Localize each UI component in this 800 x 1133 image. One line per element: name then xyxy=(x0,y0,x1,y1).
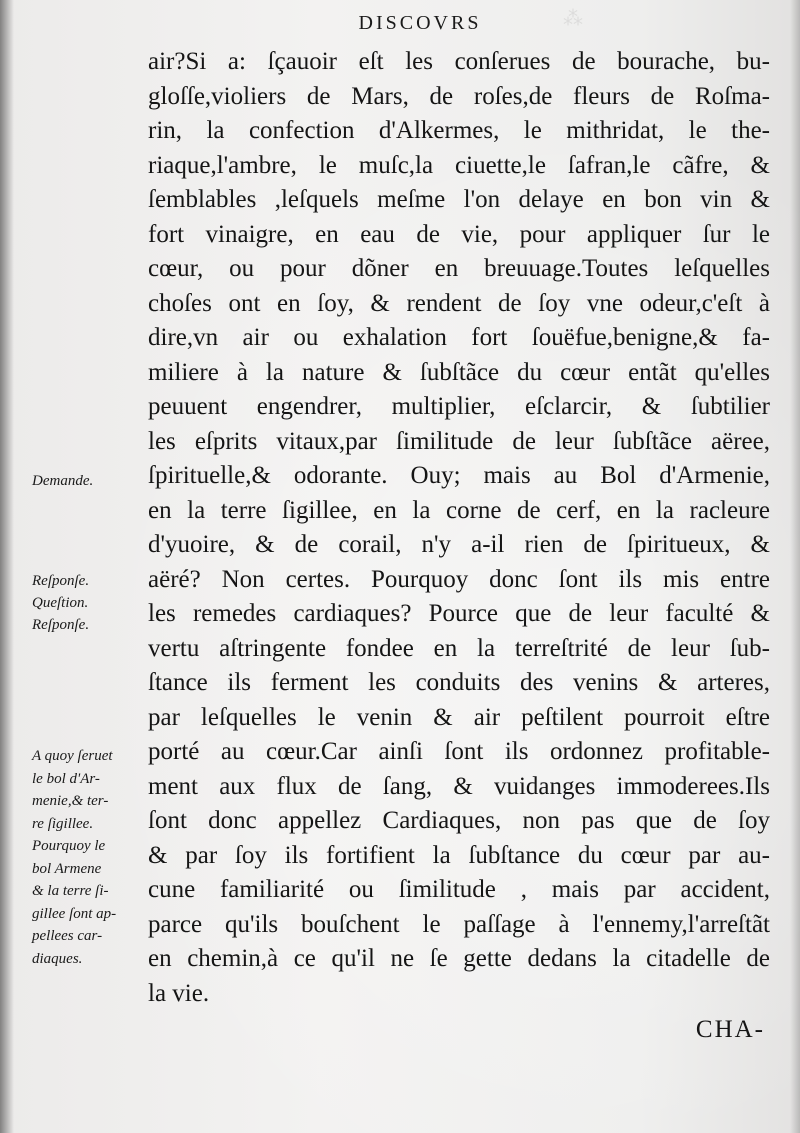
margin-note-line: pellees car- xyxy=(32,928,103,944)
text-line: ſpirituelle,& odorante. Ouy; mais au Bol d'Armenie, xyxy=(148,462,770,489)
show-through-header: ⁂ xyxy=(560,8,583,30)
text-line: porté au cœur.Car ainſi ſont ils ordonnez profitable- xyxy=(148,738,770,765)
text-line: les eſprits vitaux,par ſimilitude de leur ſubſtãce aëree, xyxy=(148,427,770,455)
margin-note-line: Queſtion. xyxy=(32,595,89,611)
text-line: cœur, ou pour dõner en breuuage.Toutes leſquelles xyxy=(148,255,770,282)
text-line: ſont donc appellez Cardiaques, non pas que de ſoy xyxy=(148,807,770,834)
margin-note-responses xyxy=(32,570,89,636)
margin-note-bol-armenie xyxy=(32,745,116,970)
running-header: DISCOVRS xyxy=(358,12,482,34)
text-line: ſtance ils ferment les conduits des venins & arteres, xyxy=(148,669,770,696)
margin-note-line: re ſigillee. xyxy=(32,815,94,832)
margin-note-line: gillee ſont ap- xyxy=(32,905,117,922)
margin-note-line: Demande. xyxy=(32,473,94,489)
margin-note-line: A quoy ſeruet xyxy=(32,748,113,764)
text-line: dire,vn air ou exhalation fort ſouëfue,benigne,& fa- xyxy=(148,324,770,351)
text-line: en chemin,à ce qu'il ne ſe gette dedans la citadelle de xyxy=(148,945,770,972)
text-line: aëré? Non certes. Pourquoy donc ſont ils mis entre xyxy=(148,565,770,593)
text-line: parce qu'ils bouſchent le paſſage à l'ennemy,l'arreſtãt xyxy=(148,910,770,938)
text-line: vertu aſtringente fondee en la terreſtrité de leur ſub- xyxy=(148,634,770,662)
text-line: par leſquelles le venin & air peſtilent pourroit eſtre xyxy=(148,703,770,731)
text-line: d'yuoire, & de corail, n'y a-il rien de ſpiritueux, & xyxy=(148,531,770,558)
text-line: ment aux flux de ſang, & vuidanges immoderees.Ils xyxy=(148,772,770,800)
margin-note-line: le bol d'Ar- xyxy=(32,770,100,787)
text-line: riaque,l'ambre, le muſc,la ciuette,le ſafran,le cãfre, & xyxy=(148,151,770,179)
margin-note-line: Reſponſe. xyxy=(32,617,90,633)
margin-note-line: menie,& ter- xyxy=(32,793,109,809)
margin-note-line: & la terre ſi- xyxy=(32,883,109,899)
text-line: & par ſoy ils fortifient la ſubſtance du cœur par au- xyxy=(148,841,770,869)
margin-note-line: Pourquoy le xyxy=(32,838,106,854)
margin-note-line: Reſponſe. xyxy=(32,573,90,589)
text-line: ſemblables ,leſquels meſme l'on delaye en bon vin & xyxy=(148,186,770,213)
catchword: CHA- xyxy=(695,1016,765,1043)
text-line: miliere à la nature & ſubſtãce du cœur entãt qu'elles xyxy=(148,358,770,386)
text-line: air?Si a: ſçauoir eſt les conſerues de bourache, bu- xyxy=(148,48,770,75)
margin-note-line: diaques. xyxy=(32,950,83,967)
text-line: gloſſe,violiers de Mars, de roſes,de fleurs de Roſma- xyxy=(148,82,770,110)
text-line: cune familiarité ou ſimilitude , mais par accident, xyxy=(148,876,770,903)
main-text-block xyxy=(148,45,770,1011)
text-line: la vie. xyxy=(148,979,210,1007)
text-line: choſes ont en ſoy, & rendent de ſoy vne odeur,c'eſt à xyxy=(148,289,770,317)
margin-note-line: bol Armene xyxy=(32,860,102,877)
text-line: rin, la confection d'Alkermes, le mithridat, le the- xyxy=(148,117,770,144)
text-line: peuuent engendrer, multiplier, eſclarcir, & ſubtilier xyxy=(148,393,770,420)
margin-note-demande xyxy=(32,470,93,492)
text-line: fort vinaigre, en eau de vie, pour appliquer ſur le xyxy=(148,220,770,248)
text-line: en la terre ſigillee, en la corne de cerf, en la racleure xyxy=(148,496,770,524)
edge-shadow xyxy=(790,0,800,1133)
text-line: les remedes cardiaques? Pource que de leur faculté & xyxy=(148,600,770,627)
gutter-shadow xyxy=(0,0,14,1133)
